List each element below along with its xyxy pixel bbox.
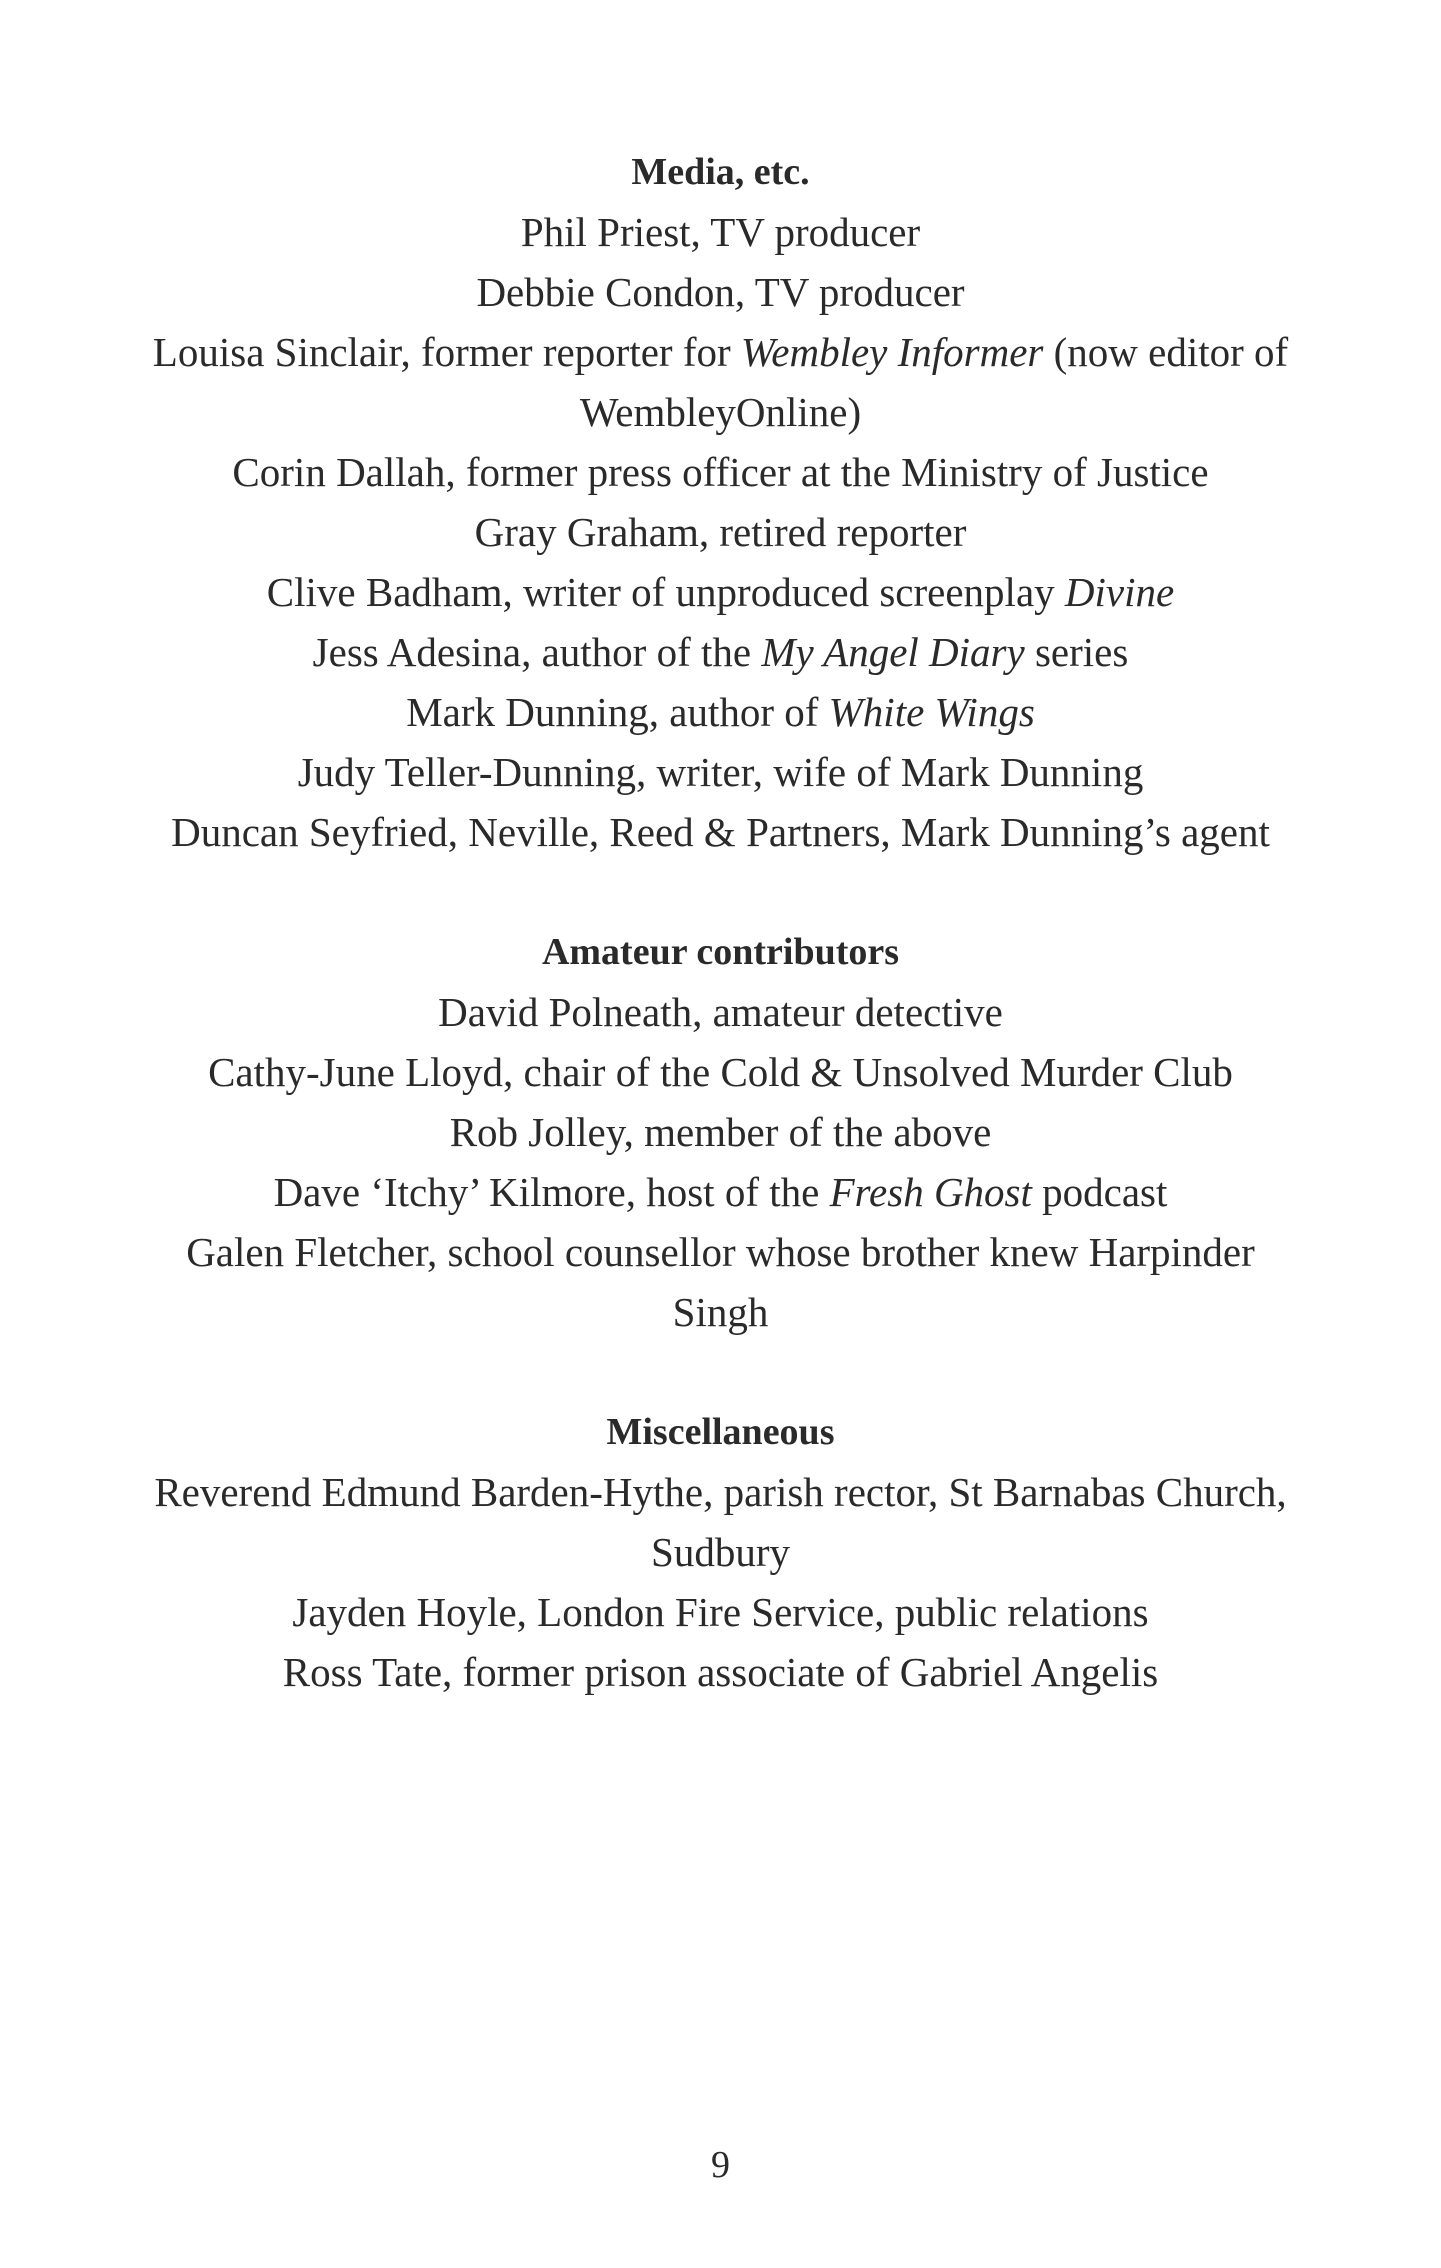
contributor-entry (150, 1162, 1291, 1222)
entry-text: David Polneath, amateur detective (438, 989, 1003, 1035)
section (150, 142, 1291, 862)
contributor-entry (150, 1582, 1291, 1642)
contributor-entry (150, 322, 1291, 442)
entry-text: Ross Tate, former prison associate of Gabriel Angelis (282, 1649, 1159, 1695)
entry-text: series (1024, 629, 1129, 675)
contributor-entry (150, 682, 1291, 742)
entry-title-text: Fresh Ghost (829, 1169, 1032, 1215)
entry-text: Cathy-June Lloyd, chair of the Cold & Unsolved Murder Club (208, 1049, 1233, 1095)
entry-text: Rob Jolley, member of the above (449, 1109, 992, 1155)
entry-text: Judy Teller-Dunning, writer, wife of Mark Dunning (297, 749, 1144, 795)
entry-text: Phil Priest, TV producer (520, 209, 921, 255)
entry-text: Jess Adesina, author of the (312, 629, 762, 675)
entry-title-text: My Angel Diary (761, 629, 1025, 675)
entry-text: Dave ‘Itchy’ Kilmore, host of the (273, 1169, 830, 1215)
contributor-entry (150, 1222, 1291, 1342)
entry-text: Corin Dallah, former press officer at the Ministry of Justice (232, 449, 1209, 495)
contributor-entry (150, 1642, 1291, 1702)
entry-text: Clive Badham, writer of unproduced screenplay (266, 569, 1065, 615)
section-heading: Miscellaneous (606, 1411, 835, 1453)
contributor-entry (150, 982, 1291, 1042)
entry-text: Duncan Seyfried, Neville, Reed & Partners, Mark Dunning’s agent (171, 809, 1270, 855)
contributor-entry (150, 562, 1291, 622)
entry-title-text: White Wings (828, 689, 1035, 735)
contributor-entry (150, 1462, 1291, 1582)
section (150, 1402, 1291, 1702)
entry-text: Gray Graham, retired reporter (474, 509, 967, 555)
entry-text: Louisa Sinclair, former reporter for (152, 329, 741, 375)
entry-title-text: Wembley Informer (740, 329, 1044, 375)
contributor-entry (150, 262, 1291, 322)
section (150, 922, 1291, 1342)
cast-list (150, 142, 1291, 1702)
entry-text: Jayden Hoyle, London Fire Service, public relations (292, 1589, 1149, 1635)
entry-title-text: Divine (1064, 569, 1175, 615)
entry-text: Reverend Edmund Barden-Hythe, parish rector, St Barnabas Church, Sudbury (154, 1469, 1287, 1575)
contributor-entry (150, 622, 1291, 682)
entry-text: Debbie Condon, TV producer (476, 269, 965, 315)
contributor-entry (150, 742, 1291, 802)
contributor-entry (150, 802, 1291, 862)
section-heading: Amateur contributors (541, 931, 900, 973)
entry-text: Mark Dunning, author of (406, 689, 829, 735)
section-heading: Media, etc. (631, 151, 810, 193)
entry-text: (now editor of WembleyOnline) (579, 329, 1289, 435)
contributor-entry (150, 202, 1291, 262)
entry-text: podcast (1031, 1169, 1168, 1215)
contributor-entry (150, 502, 1291, 562)
entry-text: Galen Fletcher, school counsellor whose brother knew Harpinder Singh (186, 1229, 1255, 1335)
contributor-entry (150, 1102, 1291, 1162)
page-number: 9 (711, 2144, 730, 2186)
contributor-entry (150, 442, 1291, 502)
contributor-entry (150, 1042, 1291, 1102)
